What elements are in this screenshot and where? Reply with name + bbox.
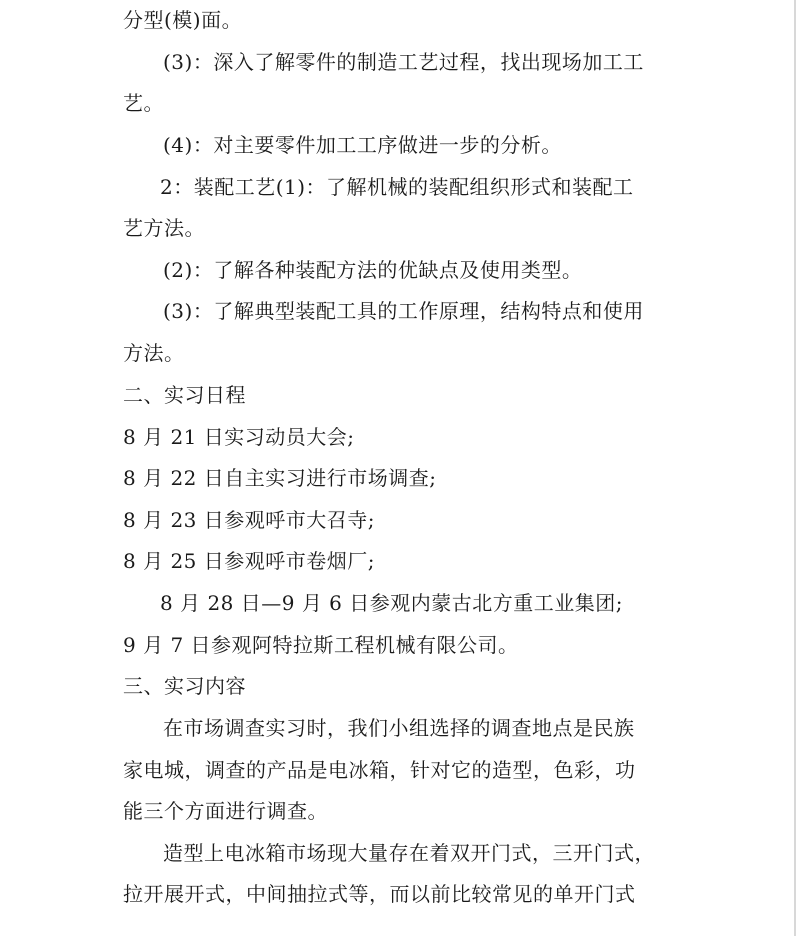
- text-line: 能三个方面进行调查。: [123, 799, 328, 823]
- schedule-item: 8 月 21 日实习动员大会;: [123, 425, 355, 449]
- text-line: 2：装配工艺(1)：了解机械的装配组织形式和装配工: [160, 175, 634, 199]
- schedule-item: 8 月 23 日参观呼市大召寺;: [123, 508, 375, 532]
- schedule-item: 8 月 22 日自主实习进行市场调查;: [123, 466, 437, 490]
- text-line: 艺方法。: [123, 216, 205, 240]
- section-heading: 三、实习内容: [123, 674, 246, 698]
- schedule-item: 9 月 7 日参观阿特拉斯工程机械有限公司。: [123, 633, 519, 657]
- text-line: 方法。: [123, 341, 185, 365]
- section-heading: 二、实习日程: [123, 383, 246, 407]
- text-line: 家电城，调查的产品是电冰箱，针对它的造型，色彩，功: [123, 758, 636, 782]
- text-line: 艺。: [123, 91, 164, 115]
- text-line: (3)：了解典型装配工具的工作原理，结构特点和使用: [163, 299, 644, 323]
- schedule-item: 8 月 25 日参观呼市卷烟厂;: [123, 549, 375, 573]
- text-line: 分型(模)面。: [123, 8, 243, 32]
- text-line: 在市场调查实习时，我们小组选择的调查地点是民族: [163, 716, 635, 740]
- schedule-item: 8 月 28 日—9 月 6 日参观内蒙古北方重工业集团;: [160, 591, 624, 615]
- text-line: (2)：了解各种装配方法的优缺点及使用类型。: [163, 258, 583, 282]
- text-line: 造型上电冰箱市场现大量存在着双开门式，三开门式，: [163, 841, 655, 865]
- text-line: 拉开展开式，中间抽拉式等，而以前比较常见的单开门式: [123, 882, 636, 906]
- text-line: (4)：对主要零件加工工序做进一步的分析。: [163, 133, 562, 157]
- text-line: (3)：深入了解零件的制造工艺过程，找出现场加工工: [163, 50, 644, 74]
